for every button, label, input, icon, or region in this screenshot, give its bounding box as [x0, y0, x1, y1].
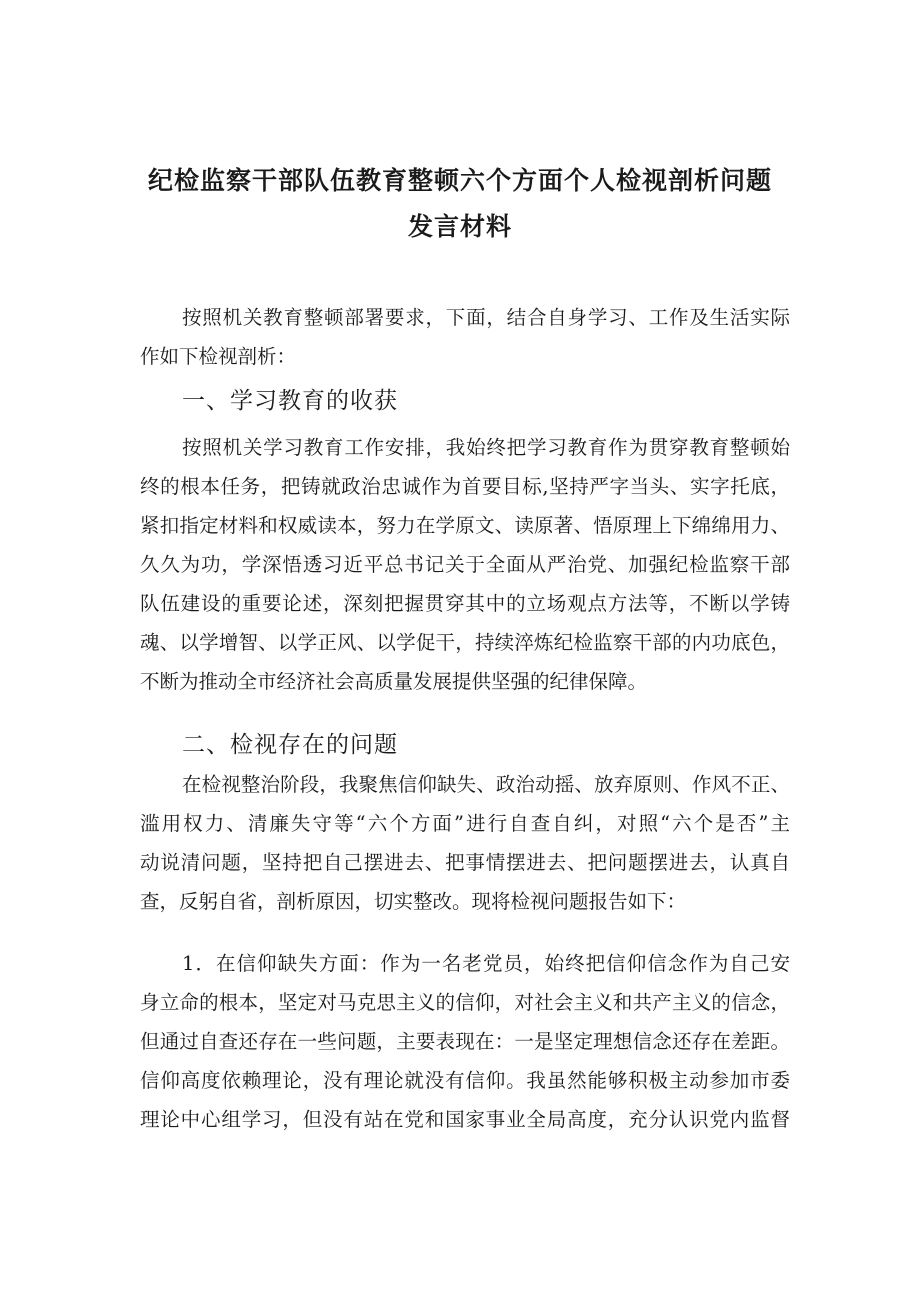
paragraph-line: 滥用权力、清廉失守等“六个方面”进行自查自纠，对照“六个是否”主 — [140, 812, 790, 835]
section-heading-harvest: 一、学习教育的收获 — [182, 388, 398, 414]
paragraph-line: 身立命的根本，坚定对马克思主义的信仰，对社会主义和共产主义的信念， — [140, 991, 790, 1014]
paragraph-line: 信仰高度依赖理论，没有理论就没有信仰。我虽然能够积极主动参加市委 — [140, 1069, 790, 1092]
paragraph-line: 查，反躬自省，剖析原因，切实整改。现将检视问题报告如下： — [140, 890, 687, 913]
paragraph-line: 紧扣指定材料和权威读本，努力在学原文、读原著、悟原理上下绵绵用力、 — [140, 514, 790, 537]
paragraph-line: 动说清问题，坚持把自己摆进去、把事情摆进去、把问题摆进去，认真自 — [140, 851, 790, 874]
paragraph-line: 队伍建设的重要论述，深刻把握贯穿其中的立场观点方法等，不断以学铸 — [140, 592, 790, 615]
document-title-line-2: 发言材料 — [407, 212, 512, 241]
document-title-line-1: 纪检监察干部队伍教育整顿六个方面个人检视剖析问题 — [147, 166, 772, 195]
paragraph-line: 在检视整治阶段，我聚焦信仰缺失、政治动摇、放弃原则、作风不正、 — [182, 773, 790, 796]
intro-line: 按照机关教育整顿部署要求，下面，结合自身学习、工作及生活实际 — [182, 306, 790, 329]
paragraph-line: 久久为功，学深悟透习近平总书记关于全面从严治党、加强纪检监察干部 — [140, 553, 790, 576]
paragraph-line: 但通过自查还存在一些问题，主要表现在：一是坚定理想信念还存在差距。 — [140, 1030, 790, 1053]
paragraph-line: 按照机关学习教育工作安排，我始终把学习教育作为贯穿教育整顿始 — [182, 436, 790, 459]
paragraph-line: 理论中心组学习，但没有站在党和国家事业全局高度，充分认识党内监督 — [140, 1108, 790, 1131]
paragraph-line: 1．在信仰缺失方面：作为一名老党员，始终把信仰信念作为自己安 — [182, 952, 790, 975]
paragraph-line: 不断为推动全市经济社会高质量发展提供坚强的纪律保障。 — [140, 670, 648, 693]
paragraph-line: 终的根本任务，把铸就政治忠诚作为首要目标,坚持严字当头、实字托底， — [140, 475, 790, 498]
intro-line: 作如下检视剖析： — [140, 345, 297, 368]
paragraph-line: 魂、以学增智、以学正风、以学促干，持续淬炼纪检监察干部的内功底色， — [140, 631, 790, 654]
section-heading-problems: 二、检视存在的问题 — [182, 732, 398, 758]
